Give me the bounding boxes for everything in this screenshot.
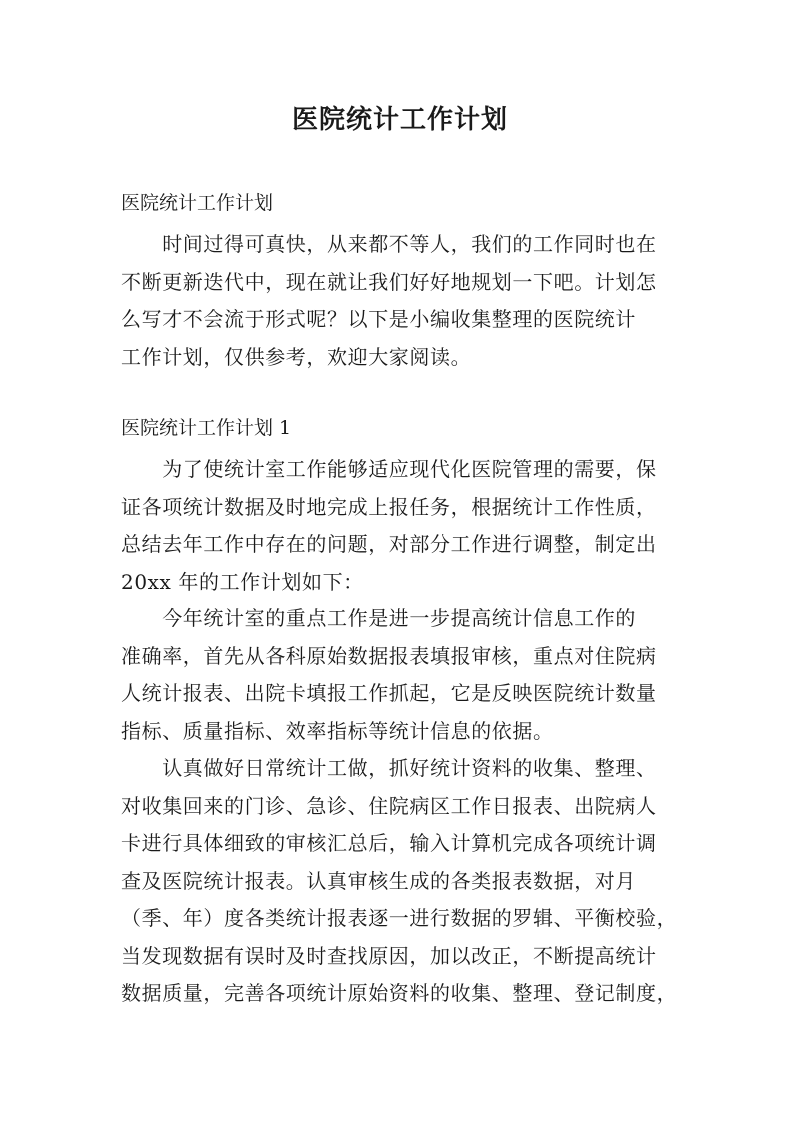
section1-paragraph-2: 今年统计室的重点工作是进一步提高统计信息工作的 准确率，首先从各科原始数据报表填报审核，重点对住院病 人统计报表、出院卡填报工作抓起，它是反映医院统计数量 指标、质量指标、效率指标等统计信息的依据。 [121, 606, 657, 743]
document-title: 医院统计工作计划 [291, 105, 508, 135]
intro-heading: 医院统计工作计划 [121, 192, 274, 214]
section1-paragraph-1: 为了使统计室工作能够适应现代化医院管理的需要，保 证各项统计数据及时地完成上报任务，根据统计工作性质， 总结去年工作中存在的问题，对部分工作进行调整，制定出 20xx 年的工作计划如下： [121, 457, 657, 594]
section1-paragraph-3: 认真做好日常统计工做，抓好统计资料的收集、整理、 对收集回来的门诊、急诊、住院病区工作日报表、出院病人 卡进行具体细致的审核汇总后，输入计算机完成各项统计调 查及医院统计报表。认真审核生成的各类报表数据，对月 （季、年）度各类统计报表逐一进行数据的罗辑、平衡校验， 当发现数据有误时及时查找原因，加以改正，不断提高统计 数据质量，完善各项统计原始资料的收集、整理、登记制度， [121, 756, 678, 1005]
section1-heading: 医院统计工作计划 1 [121, 417, 292, 439]
intro-paragraph: 时间过得可真快，从来都不等人，我们的工作同时也在 不断更新迭代中，现在就让我们好好地规划一下吧。计划怎 么写才不会流于形式呢？以下是小编收集整理的医院统计 工作计划，仅供参考，欢迎大家阅读。 [121, 232, 657, 369]
